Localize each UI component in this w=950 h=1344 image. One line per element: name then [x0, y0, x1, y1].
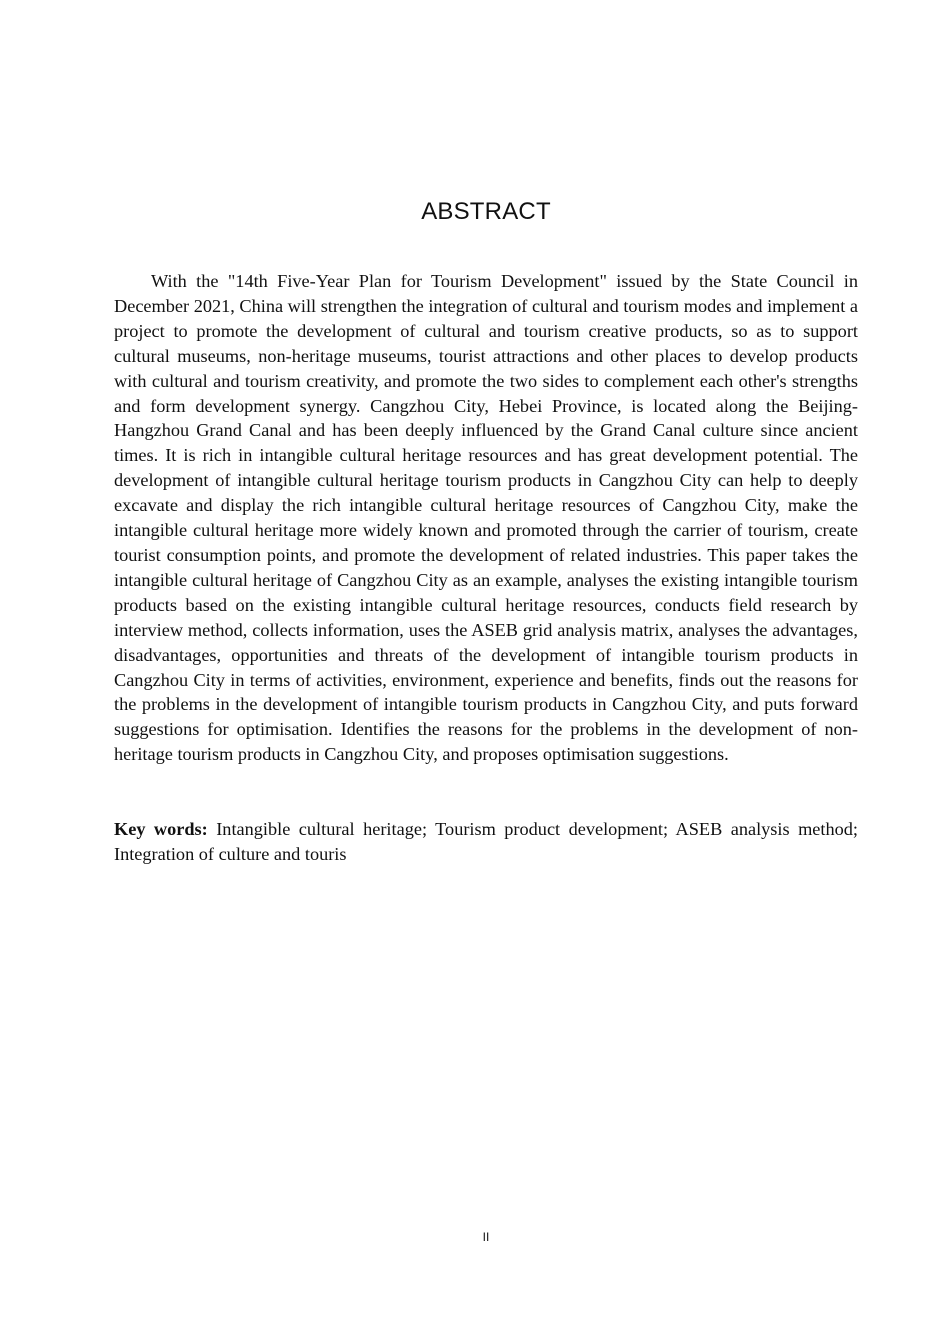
page-number: II — [482, 1230, 490, 1244]
abstract-title: ABSTRACT — [421, 198, 551, 225]
abstract-paragraph: With the "14th Five-Year Plan for Tourism Development" issued by the State Council in December 2021, China will strengthen the integration of cultural and tourism modes and implement a project to promote the development of cultural and tourism creative products, so as to support cultural museums, non-heritage museums, tourist attractions and other places to develop products with cultural and tourism creativity, and promote the two sides to complement each other's strengths and form development synergy. Cangzhou City, Hebei Province, is located along the Beijing-Hangzhou Grand Canal and has been deeply influenced by the Grand Canal culture since ancient times. It is rich in intangible cultural heritage resources and has great development potential. The development of intangible cultural heritage tourism products in Cangzhou City can help to deeply excavate and display the rich intangible cultural heritage resources of Cangzhou City, make the intangible cultural heritage more widely known and promoted through the carrier of tourism, create tourist consumption points, and promote the development of related industries. This paper takes the intangible cultural heritage of Cangzhou City as an example, analyses the existing intangible tourism products based on the existing intangible cultural heritage resources, conducts field research by interview method, collects information, uses the ASEB grid analysis matrix, analyses the advantages, disadvantages, opportunities and threats of the development of intangible tourism products in Cangzhou City in terms of activities, environment, experience and benefits, finds out the reasons for the problems in the development of intangible tourism products in Cangzhou City, and puts forward suggestions for optimisation. Identifies the reasons for the problems in the development of non-heritage tourism products in Cangzhou City, and proposes optimisation suggestions. — [114, 271, 858, 765]
keywords-label: Key words: — [114, 819, 208, 839]
keywords-text: Intangible cultural heritage; Tourism product development; ASEB analysis method; Integration of culture and touris — [114, 819, 858, 864]
keywords-section — [114, 817, 858, 867]
